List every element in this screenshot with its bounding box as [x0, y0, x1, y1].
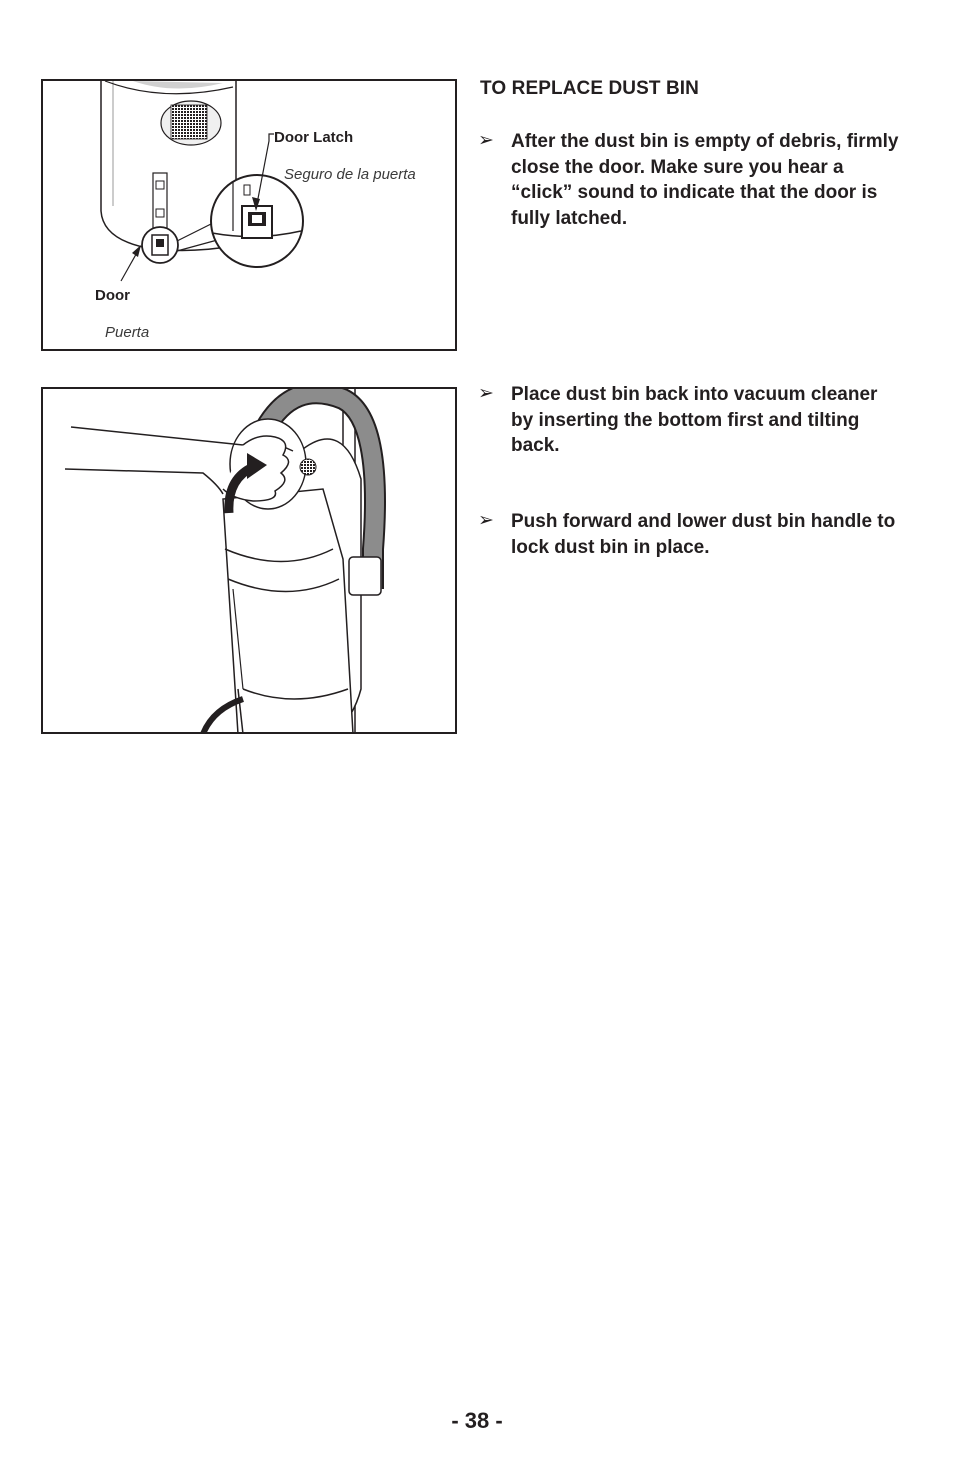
step-text: After the dust bin is empty of debris, firmly close the door. Make sure you hear a “click” sound to indicate that the door is fully latched. [511, 131, 899, 229]
door-latch-figure [41, 79, 457, 351]
door-label-spanish: Puerta [105, 324, 150, 341]
replace-bin-figure [41, 387, 457, 734]
arrow-bullet-icon: ➢ [478, 383, 494, 404]
step-text: Place dust bin back into vacuum cleaner by inserting the bottom first and tilting back. [511, 384, 878, 456]
vacuum-reinsert-illustration [43, 389, 457, 734]
door-label: Door [95, 287, 130, 304]
door-latch-label-spanish: Seguro de la puerta [284, 166, 416, 183]
door-latch-label: Door Latch [274, 129, 354, 146]
section-title: TO REPLACE DUST BIN [480, 78, 700, 99]
dust-bin-door-illustration [43, 81, 457, 351]
step-text: Push forward and lower dust bin handle to lock dust bin in place. [511, 511, 896, 558]
page-number: - 38 - [451, 1408, 503, 1433]
arrow-bullet-icon: ➢ [478, 130, 494, 151]
arrow-bullet-icon: ➢ [478, 510, 494, 531]
